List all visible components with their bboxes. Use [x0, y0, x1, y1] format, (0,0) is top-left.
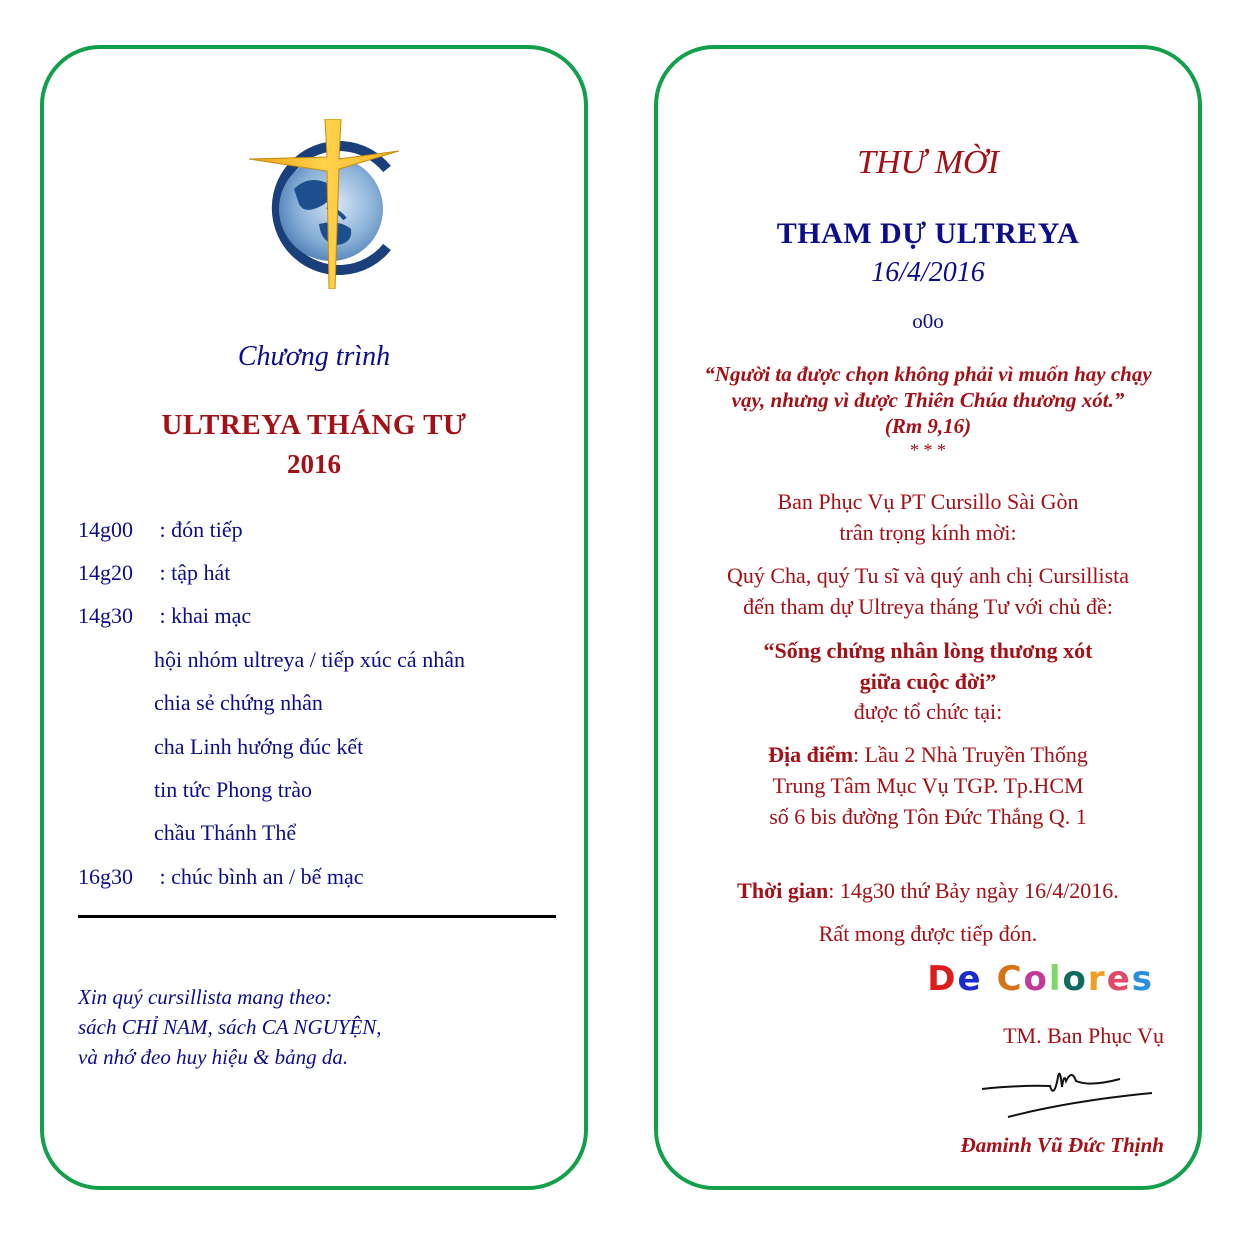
schedule-activity: tập hát [171, 560, 231, 585]
invitee-line: đến tham dự Ultreya tháng Tư với chủ đề: [743, 594, 1113, 619]
invitation-title: THƯ MỜI [857, 144, 999, 181]
program-card [40, 45, 588, 1190]
schedule-time: 14g00 [78, 517, 133, 542]
location-line: Trung Tâm Mục Vụ TGP. Tp.HCM [772, 773, 1084, 798]
schedule-activity: đón tiếp [171, 517, 243, 542]
signoff-text: TM. Ban Phục Vụ [1003, 1023, 1164, 1048]
schedule-item [154, 690, 323, 716]
host-line: trân trọng kính mời: [839, 520, 1017, 545]
de-colores-letter: s [1131, 959, 1154, 999]
signature-icon [980, 1059, 1160, 1119]
schedule-separator: : [154, 560, 172, 585]
de-colores-letter: o [1023, 959, 1049, 999]
scripture-quote-line: “Người ta được chọn không phải vì muốn hay chạy [704, 362, 1152, 386]
scripture-quote-line: vạy, nhưng vì được Thiên Chúa thương xót.” [731, 388, 1125, 412]
divider [78, 915, 556, 918]
de-colores-letter: l [1048, 959, 1063, 999]
note-line: sách CHỈ NAM, sách CA NGUYỆN, [78, 1015, 382, 1039]
ornament-stars: * * * [910, 440, 946, 460]
schedule-activity: tin tức Phong trào [154, 777, 312, 802]
program-title: Chương trình [237, 341, 391, 372]
schedule-item [154, 734, 363, 760]
invitee-line: Quý Cha, quý Tu sĩ và quý anh chị Cursillista [726, 563, 1130, 588]
event-title: ULTREYA THÁNG TƯ [161, 409, 467, 441]
schedule-activity: chúc bình an / bế mạc [171, 864, 364, 889]
scripture-reference: (Rm 9,16) [884, 414, 972, 438]
closing-text: Rất mong được tiếp đón. [818, 921, 1038, 946]
schedule-item [154, 820, 296, 846]
schedule-time: 14g30 [78, 603, 133, 628]
de-colores-letter: C [996, 959, 1024, 999]
location-label: Địa điểm [768, 742, 854, 767]
theme-line: giữa cuộc đời” [859, 669, 997, 694]
de-colores-logo [927, 959, 1154, 999]
location-line [658, 742, 1198, 768]
schedule-item [78, 560, 230, 586]
de-colores-letter: o [1062, 959, 1088, 999]
attend-date: 16/4/2016 [871, 257, 985, 288]
schedule-item [154, 777, 312, 803]
signer-name: Đaminh Vũ Đức Thịnh [960, 1133, 1164, 1157]
location-value: : Lầu 2 Nhà Truyền Thống [853, 742, 1088, 767]
schedule-activity: cha Linh hướng đúc kết [154, 734, 364, 759]
time-line [658, 878, 1198, 904]
event-year: 2016 [287, 449, 341, 479]
schedule-item [78, 517, 243, 543]
schedule-activity: chầu Thánh Thể [154, 820, 297, 845]
location-line: số 6 bis đường Tôn Đức Thắng Q. 1 [769, 804, 1087, 829]
time-value: : 14g30 thứ Bảy ngày 16/4/2016. [828, 878, 1119, 903]
invitation-card [654, 45, 1202, 1190]
host-line: Ban Phục Vụ PT Cursillo Sài Gòn [777, 489, 1079, 514]
schedule-activity: chia sẻ chứng nhân [154, 690, 323, 715]
note-line: và nhớ đeo huy hiệu & bảng da. [78, 1045, 349, 1069]
schedule-item [78, 603, 251, 629]
schedule-time: 16g30 [78, 864, 133, 889]
schedule-time: 14g20 [78, 560, 133, 585]
schedule-separator: : [154, 864, 172, 889]
de-colores-letter: r [1087, 959, 1107, 999]
schedule-activity: khai mạc [171, 603, 252, 628]
schedule-separator: : [154, 603, 172, 628]
cursillo-logo-icon [249, 119, 399, 289]
time-label: Thời gian [737, 878, 829, 903]
schedule-item [78, 864, 364, 890]
de-colores-letter: D [927, 959, 958, 999]
ornament: o0o [912, 309, 944, 333]
de-colores-letter: e [957, 959, 983, 999]
attend-title: THAM DỰ ULTREYA [776, 217, 1080, 250]
held-at-text: được tổ chức tại: [853, 699, 1003, 724]
theme-line: “Sống chứng nhân lòng thương xót [763, 638, 1093, 663]
note-line: Xin quý cursillista mang theo: [78, 985, 333, 1009]
de-colores-letter: e [1106, 959, 1132, 999]
schedule-separator: : [154, 517, 172, 542]
schedule-item [154, 647, 465, 673]
schedule-activity: hội nhóm ultreya / tiếp xúc cá nhân [154, 647, 465, 672]
